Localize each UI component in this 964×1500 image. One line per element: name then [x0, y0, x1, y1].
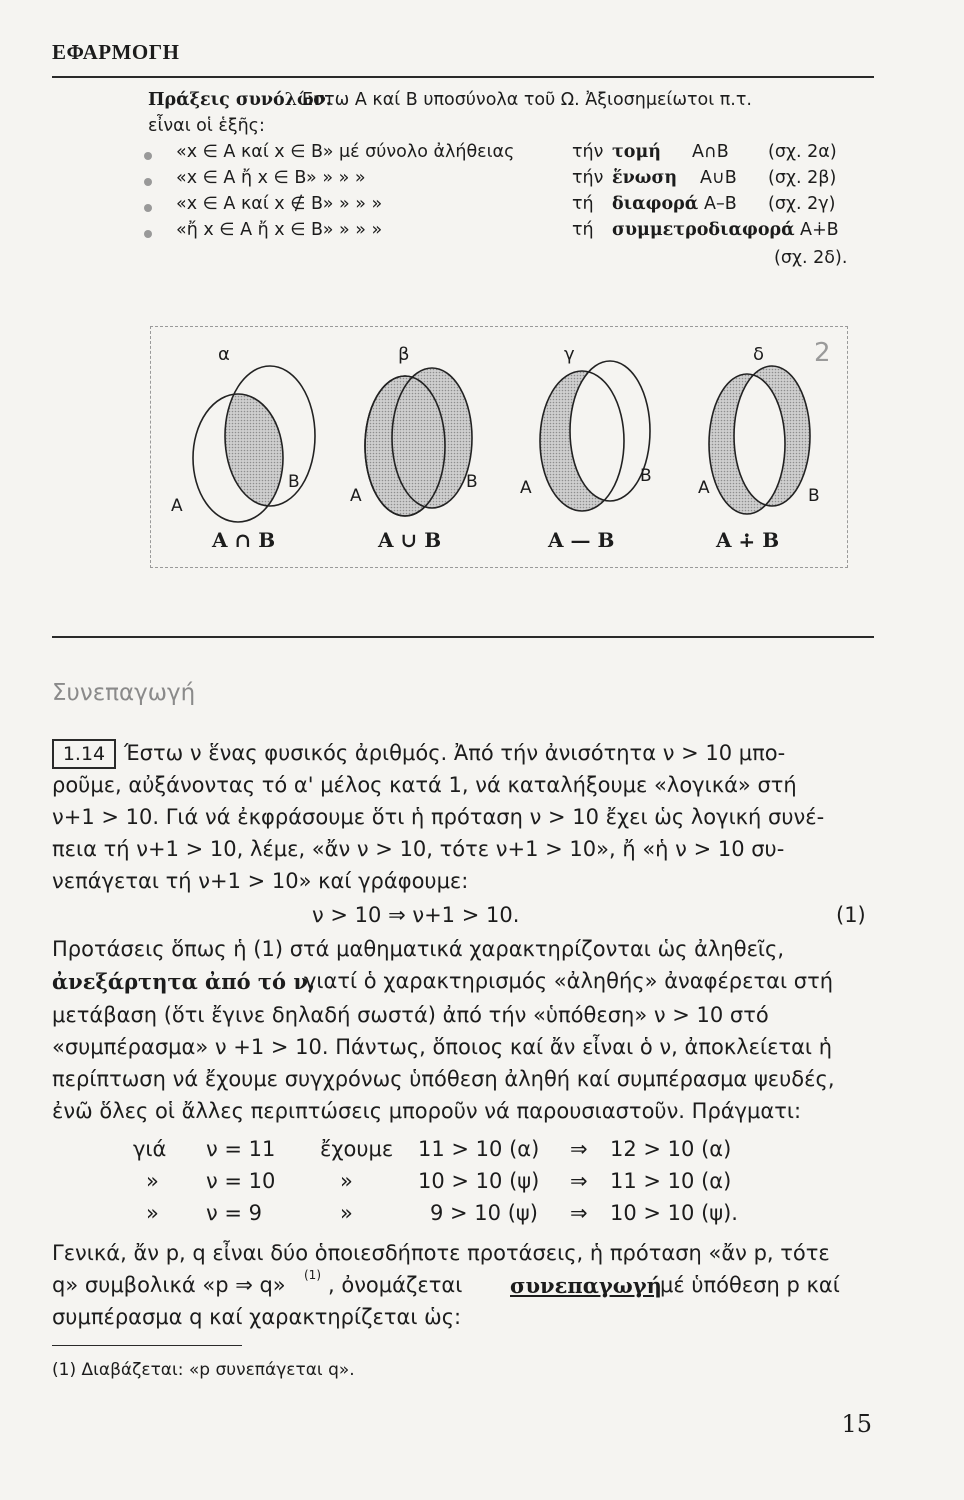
paragraph-number-box: 1.14 — [52, 739, 116, 769]
set-a-label: A — [350, 486, 362, 506]
text-line: περίπτωση νά ἔχουμε συγχρόνως ὑπόθεση ἀληθή καί συμπέρασμα ψευδές, — [52, 1067, 835, 1091]
text-line: ἐνῶ ὅλες οἱ ἄλλες περιπτώσεις μποροῦν νά παρουσιαστοῦν. Πράγματι: — [52, 1099, 802, 1123]
operation-name: διαφορά — [612, 194, 699, 214]
operation-figure-ref: (σχ. 2δ). — [774, 248, 848, 268]
case-verb: » — [340, 1169, 353, 1193]
case-premise: 9 > 10 (ψ) — [430, 1201, 538, 1225]
operations-intro-line2: εἶναι οἱ ἑξῆς: — [148, 116, 265, 136]
operation-figure-ref: (σχ. 2α) — [768, 142, 837, 162]
case-premise: 10 > 10 (ψ) — [418, 1169, 540, 1193]
operation-condition: «x ∈ A καί x ∈ B» μέ σύνολο ἀλήθειας — [176, 142, 515, 162]
case-verb: ἔχουμε — [320, 1137, 394, 1161]
operation-prep: τήν — [572, 142, 604, 162]
bullet-icon — [144, 152, 152, 160]
text-line: Γενικά, ἄν p, q εἶναι δύο ὁποιεσδήποτε προτάσεις, ἡ πρόταση «ἄν p, τότε — [52, 1241, 830, 1265]
case-premise: 11 > 10 (α) — [418, 1137, 540, 1161]
figure-number: 2 — [814, 338, 831, 368]
page-number: 15 — [841, 1410, 872, 1438]
term-implication: συνεπαγωγή — [510, 1273, 662, 1298]
set-a-label: A — [698, 478, 710, 498]
text-line: q» συμβολικά «p ⇒ q» — [52, 1273, 286, 1297]
operation-figure-ref: (σχ. 2γ) — [768, 194, 836, 214]
text-line: μετάβαση (ὅτι ἔγινε δηλαδή σωστά) ἀπό τήν «ὑπόθεση» ν > 10 στό — [52, 1003, 769, 1027]
text-line: γιατί ὁ χαρακτηρισμός «ἀληθής» ἀναφέρεται στή — [304, 969, 834, 993]
set-b-label: B — [808, 486, 820, 506]
text-line: Έστω ν ἕνας φυσικός ἀριθμός. Ἀπό τήν ἀνισότητα ν > 10 μπο- — [124, 741, 786, 765]
text-line: πεια τή ν+1 > 10, λέμε, «ἄν ν > 10, τότε ν+1 > 10», ἤ «ἡ ν > 10 συ- — [52, 837, 785, 861]
operation-condition: «x ∈ A καί x ∉ B» » » » — [176, 194, 383, 214]
section-title: Συνεπαγωγή — [52, 680, 196, 706]
header-rule — [52, 76, 874, 78]
panel-letter: α — [218, 344, 230, 365]
bullet-icon — [144, 178, 152, 186]
text-line: συμπέρασμα q καί χαρακτηρίζεται ὡς: — [52, 1305, 462, 1329]
case-label: γιά — [133, 1137, 167, 1161]
operation-figure-ref: (σχ. 2β) — [768, 168, 837, 188]
set-a-label: A — [520, 478, 532, 498]
panel-caption: A — B — [548, 528, 615, 552]
text-line: ν+1 > 10. Γιά νά ἐκφράσουμε ὅτι ἡ πρόταση ν > 10 ἔχει ὡς λογική συνέ- — [52, 805, 825, 829]
text-bold: ἀνεξάρτητα ἀπό τό ν, — [52, 969, 316, 994]
operation-condition: «x ∈ A ἤ x ∈ B» » » » — [176, 168, 366, 188]
operation-prep: τή — [572, 220, 594, 240]
operation-prep: τήν — [572, 168, 604, 188]
formula-1: ν > 10 ⇒ ν+1 > 10. — [312, 903, 520, 927]
operation-name: συμμετροδιαφορά — [612, 220, 795, 240]
footnote: (1) Διαβάζεται: «p συνεπάγεται q». — [52, 1360, 355, 1380]
panel-letter: γ — [564, 344, 575, 365]
formula-tag: (1) — [836, 903, 866, 927]
section-rule — [52, 636, 874, 638]
text-line: ροῦμε, αὐξάνοντας τό α' μέλος κατά 1, νά καταλήξουμε «λογικά» στή — [52, 773, 797, 797]
case-verb: » — [340, 1201, 353, 1225]
set-b-label: B — [466, 472, 478, 492]
footnote-marker: (1) — [304, 1268, 321, 1282]
operations-intro-text: Έστω A καί B υποσύνολα τοῦ Ω. Ἀξιοσημείωτοι π.τ. — [300, 90, 752, 110]
panel-letter: δ — [753, 344, 765, 365]
operation-expr: A∩B — [692, 142, 729, 162]
set-b-label: B — [288, 472, 300, 492]
case-conclusion: 10 > 10 (ψ). — [610, 1201, 738, 1225]
footnote-rule — [52, 1345, 242, 1346]
operation-prep: τή — [572, 194, 594, 214]
bullet-icon — [144, 230, 152, 238]
case-value: ν = 11 — [206, 1137, 276, 1161]
case-label: » — [146, 1169, 159, 1193]
text-line: «συμπέρασμα» ν +1 > 10. Πάντως, ὅποιος καί ἄν εἶναι ὁ ν, ἀποκλείεται ἡ — [52, 1035, 833, 1059]
case-conclusion: 12 > 10 (α) — [610, 1137, 732, 1161]
text-line: νεπάγεται τή ν+1 > 10» καί γράφουμε: — [52, 869, 469, 893]
operation-name: τομή — [612, 142, 661, 162]
implies-icon: ⇒ — [570, 1201, 588, 1225]
operations-intro-bold: Πράξεις συνόλων. — [148, 90, 332, 110]
page-header-title: ΕΦΑΡΜΟΓΗ — [52, 40, 180, 64]
case-value: ν = 9 — [206, 1201, 263, 1225]
operation-expr: A∔B — [800, 220, 839, 240]
implies-icon: ⇒ — [570, 1137, 588, 1161]
operation-expr: A∪B — [700, 168, 737, 188]
case-value: ν = 10 — [206, 1169, 276, 1193]
case-label: » — [146, 1201, 159, 1225]
panel-caption: A ∔ B — [716, 528, 780, 552]
operation-expr: A–B — [704, 194, 737, 214]
set-a-label: A — [171, 496, 183, 516]
panel-caption: A ∪ B — [378, 528, 442, 552]
operation-condition: «ἤ x ∈ A ἤ x ∈ B» » » » — [176, 220, 383, 240]
panel-letter: β — [398, 344, 410, 365]
operation-name: ἕνωση — [612, 168, 678, 188]
text-line: μέ ὑπόθεση p καί — [660, 1273, 840, 1297]
implies-icon: ⇒ — [570, 1169, 588, 1193]
case-conclusion: 11 > 10 (α) — [610, 1169, 732, 1193]
panel-caption: A ∩ B — [212, 528, 276, 552]
text-line: , ὀνομάζεται — [328, 1273, 463, 1297]
bullet-icon — [144, 204, 152, 212]
text-line: Προτάσεις ὅπως ἡ (1) στά μαθηματικά χαρακτηρίζονται ὡς ἀληθεῖς, — [52, 937, 785, 961]
set-b-label: B — [640, 466, 652, 486]
